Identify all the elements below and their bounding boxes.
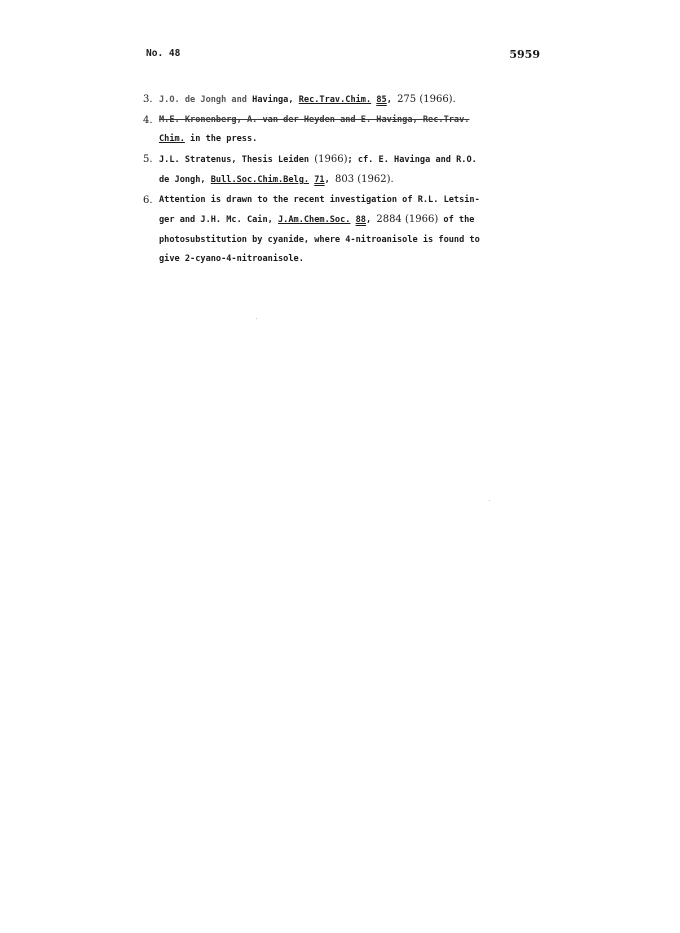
reference-line: [159, 231, 523, 251]
reference-text: 71: [314, 175, 325, 185]
reference-line: [159, 90, 523, 111]
reference-text: in the press.: [184, 134, 258, 144]
reference-line: [159, 150, 523, 171]
reference-text: 85: [376, 95, 387, 105]
journal-issue-number: No. 48: [146, 48, 181, 59]
reference-text: 88: [355, 215, 366, 225]
reference-text: give 2-cyano-4-nitroanisole.: [159, 254, 304, 264]
reference-text: (1966): [314, 153, 348, 165]
reference-line: [159, 250, 523, 270]
reference-text: of the: [438, 215, 475, 225]
reference-text: Chim.: [159, 134, 185, 144]
reference-text: 2884 (1966): [376, 214, 439, 225]
reference-text: Bull.Soc.Chim.Belg.: [210, 175, 310, 185]
reference-text: 275 (1966).: [397, 94, 456, 105]
reference-text: ,: [324, 175, 335, 185]
reference-item: [143, 111, 523, 150]
reference-text: J.L. Stratenus, Thesis Leiden: [159, 154, 315, 165]
reference-text: 803 (1962).: [334, 174, 394, 185]
reference-line: [159, 130, 523, 150]
reference-line: [159, 191, 523, 211]
reference-text: Attention is drawn to the recent investigation of R.L. Letsin-: [159, 194, 480, 205]
reference-item: [143, 150, 523, 191]
scan-speck: [489, 500, 490, 501]
page-number: 5959: [509, 48, 540, 61]
reference-list: [143, 90, 523, 270]
reference-text: Havinga,: [252, 95, 299, 105]
reference-number: 4.: [143, 114, 153, 126]
reference-text: de Jongh,: [159, 175, 211, 185]
reference-text: Rec.Trav.Chim.: [298, 95, 372, 105]
reference-text: J.Am.Chem.Soc.: [278, 215, 351, 225]
reference-text: M.E. Kronenberg, A. van der Heyden and E. Havinga,: [159, 114, 423, 125]
reference-text: ,: [386, 95, 398, 105]
reference-text: photosubstitution by cyanide, where 4-nitroanisole is found to: [159, 234, 480, 245]
reference-text: ; cf. E. Havinga and R.O.: [347, 154, 477, 165]
reference-text: ,: [365, 215, 377, 225]
reference-text: ger and J.H. Mc. Cain,: [159, 215, 278, 225]
reference-number: 3.: [143, 94, 153, 105]
page-header: [146, 48, 540, 64]
reference-text: Rec.Trav.: [422, 114, 470, 125]
reference-line: [159, 111, 523, 131]
reference-item: [143, 90, 523, 111]
reference-number: 6.: [143, 194, 153, 206]
reference-text: J.O. de Jongh and: [159, 95, 253, 105]
scan-speck: [256, 318, 257, 319]
reference-item: [143, 191, 523, 270]
reference-line: [159, 210, 523, 231]
reference-line: [159, 170, 523, 191]
reference-number: 5.: [143, 153, 153, 165]
